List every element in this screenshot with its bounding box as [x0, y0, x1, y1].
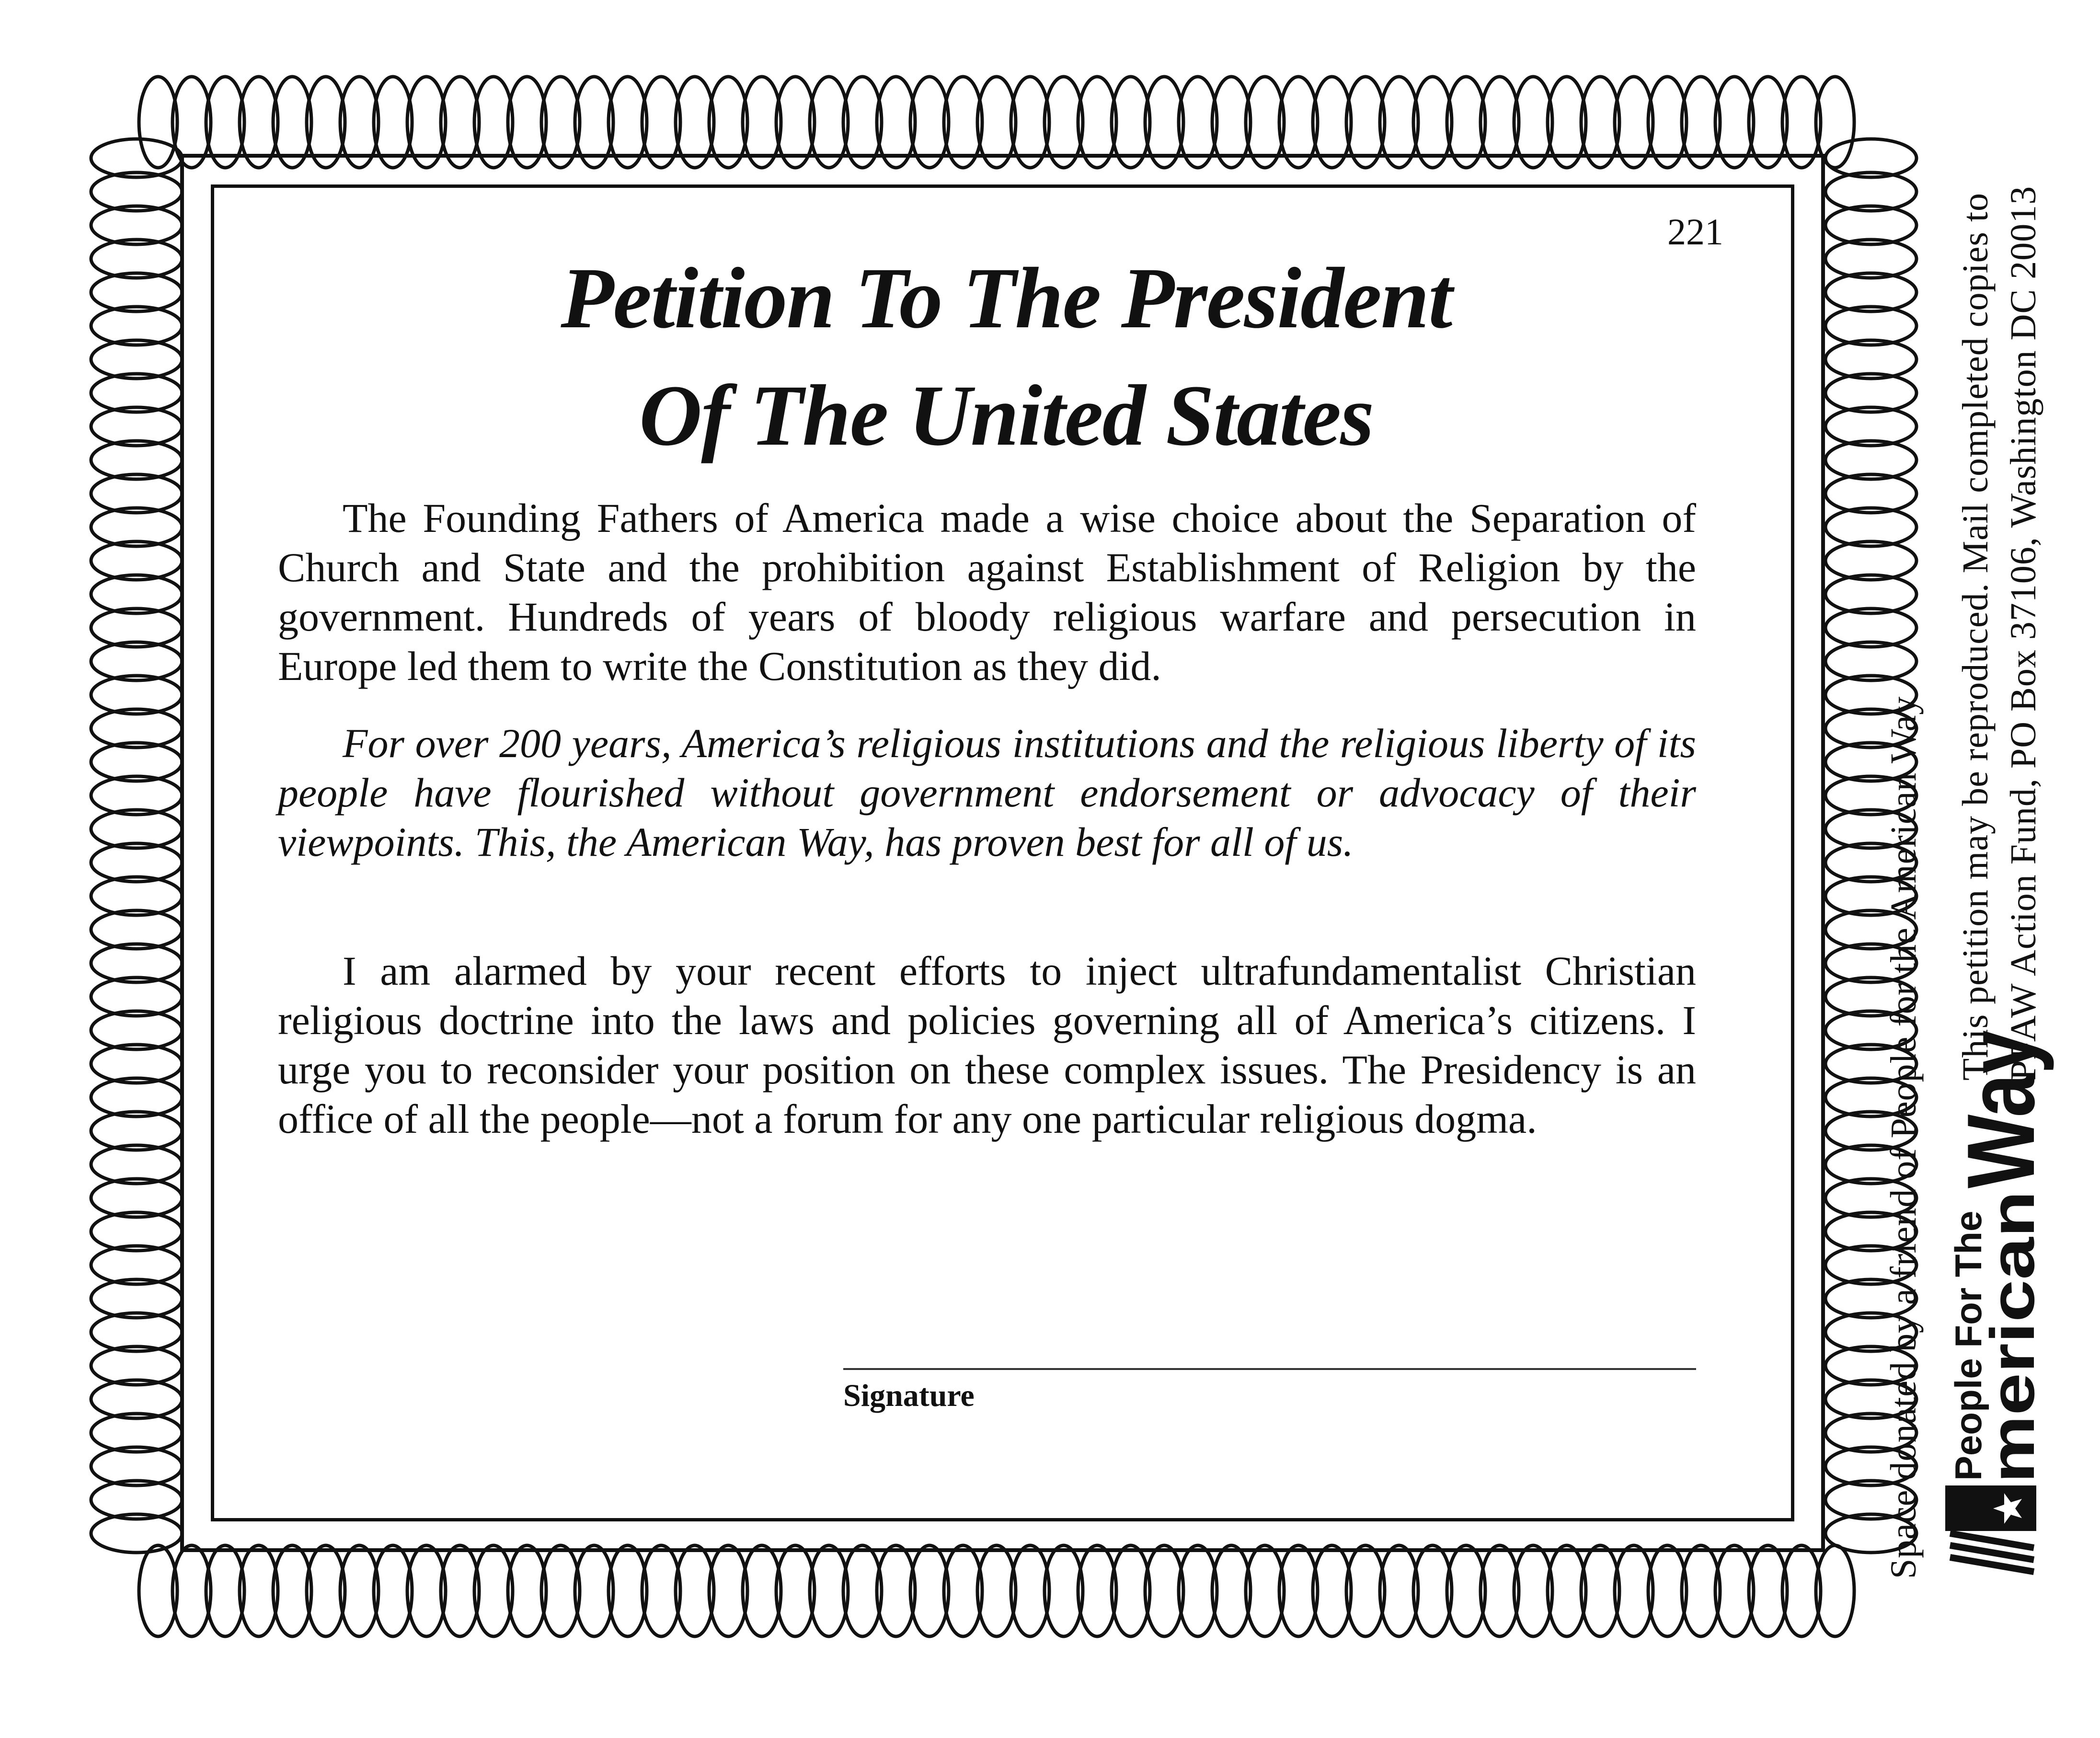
petition-title — [268, 240, 1744, 474]
frame-loops-bottom — [139, 1545, 1854, 1636]
reproduce-note-line-1: This petition may be reproduced. Mail completed copies to — [1955, 192, 1996, 1081]
signature-label: Signature — [843, 1378, 975, 1413]
frame-loops-left — [91, 139, 182, 1553]
logo-text-way: Way — [1948, 995, 2054, 1188]
people-for-the-american-way-logo — [1936, 995, 2054, 1577]
logo-graphic — [1936, 995, 2054, 1577]
logo-text-main: merican — [1977, 1244, 2047, 1483]
paragraph-founding-fathers: The Founding Fathers of America made a wise choice about the Separation of Church and State and the prohibition against Establishment of Religion by the government. Hundreds of years of bloody religious warfare and persecution in Europe led them to write the Constitution as they did. — [278, 495, 1696, 689]
title-line-2: Of The United States — [639, 368, 1374, 464]
reproduce-note-line-2: PFAW Action Fund, PO Box 37106, Washington DC 20013 — [2003, 185, 2043, 1081]
page-number: 221 — [1667, 211, 1723, 253]
paragraph-religious-liberty: For over 200 years, America’s religious institutions and the religious liberty of its people have flourished without government endorsement or advocacy of their viewpoints. This, the American Way, has proven best for all of us. — [278, 720, 1696, 865]
donation-note: Space donated by a friend of People for the American Way — [1883, 696, 1924, 1579]
title-line-1: Petition To The President — [561, 250, 1452, 346]
logo-slashes — [1950, 1533, 2034, 1572]
paragraph-alarm: I am alarmed by your recent efforts to inject ultrafundamentalist Christian religious doctrine into the laws and policies governing all of America’s citizens. I urge you to reconsider your position on these complex issues. The Presidency is an office of all the people—not a forum for any one particular religious dogma. — [278, 948, 1696, 1142]
logo-text-top: People For The — [1947, 1210, 1989, 1481]
logo-block — [1945, 1485, 2036, 1531]
signature-line[interactable] — [843, 1368, 1696, 1370]
